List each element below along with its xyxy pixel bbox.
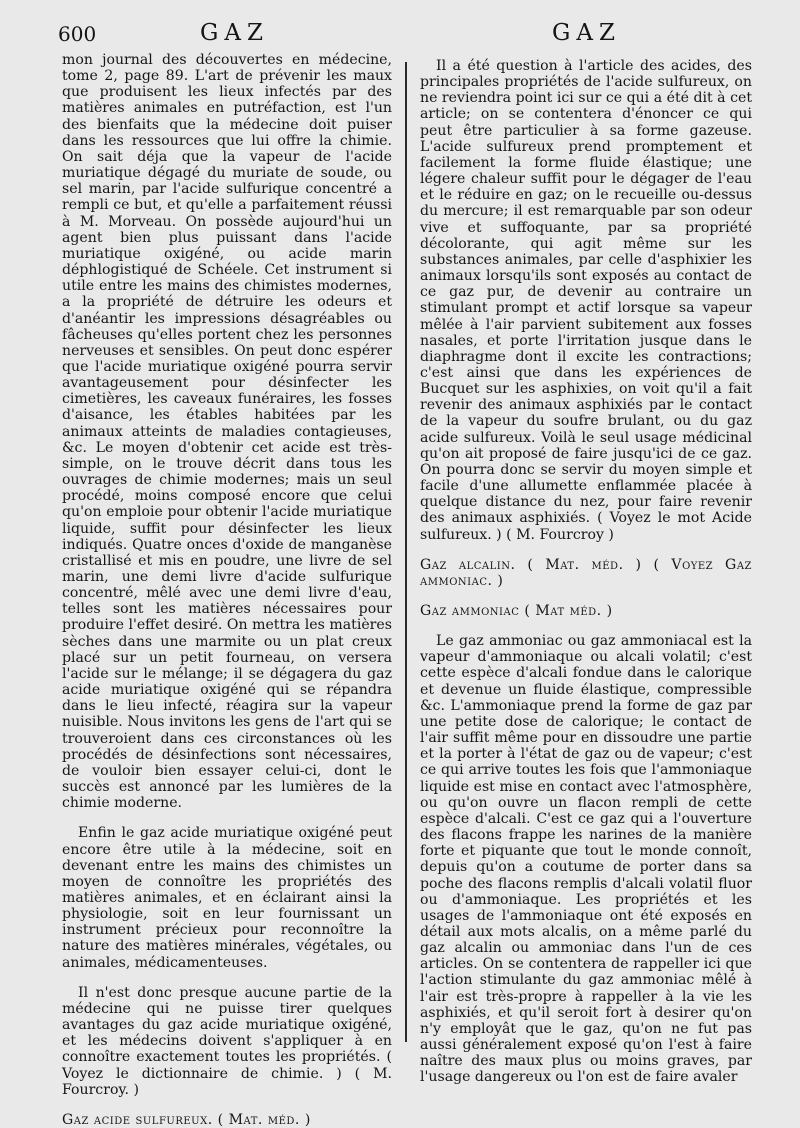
paragraph-gaz-ammoniac: Le gaz ammoniac ou gaz ammoniacal est la vapeur d'ammoniaque ou alcali volatil; c'est cette espèce d'alcali fondue dans le calorique et devenue un fluide élastique, compressible &c. L'ammoniaque prend la forme de gaz par une petite dose de calorique; le contact de l'air suffit même pour en dissoudre une partie et la porter à l'état de gaz ou de vapeur; c'est ce qui arrive toutes les fois que l'ammoniaque liquide est mise en contact avec l'atmosphère, ou qu'on ouvre un flacon rempli de cette espèce d'alcali. C'est ce gaz qui a l'ouverture des flacons frappe les narines de la manière forte et piquante que tout le monde connoît, depuis qu'on a coutume de porter dans sa poche des flacons remplis d'alcali volatil fluor ou d'ammoniaque. Les propriétés et les usages de l'ammoniaque ont été exposés en détail aux mots alcalis, on a même parlé du gaz alcalin ou ammoniac dans l'un de ces articles. On se contentera de rappeller ici que l'action stimulante du gaz ammoniac mêlé à l'air est très-propre à rappeller à la vie les asphixiés, et qu'il seroit fort à desirer qu'on n'y employât que le gaz, qu'on ne fut pas aussi généralement exposé qu'on l'est à faire naître des maux plus ou moins graves, par l'usage dangereux ou l'on est de faire avaler (420, 633, 752, 1086)
article-heading-gaz-ammoniac: Gaz ammoniac ( Mat méd. ) (420, 603, 613, 619)
right-column (420, 58, 752, 1086)
running-title-left: GAZ (200, 20, 269, 46)
page-number: 600 (58, 22, 97, 46)
column-rule (405, 62, 407, 1042)
left-column (62, 52, 392, 1128)
paragraph-conclusion: Il n'est donc presque aucune partie de la médecine qui ne puisse tirer quelques avantages du gaz acide muriatique oxigéné, et les médecins doivent s'appliquer à en connoître exactement toutes les propriétés. ( Voyez le dictionnaire de chimie. ) ( M. Fourcroy. ) (62, 984, 392, 1098)
article-heading-gaz-alcalin: Gaz alcalin. ( Mat. méd. ) ( Voyez Gaz ammoniac. ) (420, 556, 752, 589)
running-title-right: GAZ (552, 20, 621, 46)
paragraph-desinfection: mon journal des découvertes en médecine, tome 2, page 89. L'art de prévenir les maux que produisent les lieux infectés par des matières animales en putréfaction, est l'un des bienfaits que la médecine doit puiser dans les ressources que lui offre la chimie. On sait déja que la vapeur de l'acide muriatique dégagé du muriate de soude, ou sel marin, par l'acide sulfurique concentré a rempli ce but, et qu'elle a parfaitement réussi à M. Morveau. On possède aujourd'hui un agent bien plus puissant dans l'acide muriatique oxigéné, ou acide marin déphlogistiqué de Schéele. Cet instrument si utile entre les mains des chimistes modernes, a la propriété de détruire les odeurs et d'anéantir les impressions désagréables ou fâcheuses qu'elles portent chez les personnes nerveuses et sensibles. On peut donc espérer que l'acide muriatique oxigéné pourra servir avantageusement pour désinfecter les cimetières, les caveaux funéraires, les fosses d'aisance, les étables habitées par les animaux atteints de maladies contagieuses, &c. Le moyen d'obtenir cet acide est très-simple, on le trouve décrit dans tous les ouvrages de chimie modernes; mais un seul procédé, moins composé encore que celui qu'on emploie pour obtenir l'acide muriatique liquide, suffit pour désinfecter les lieux indiqués. Quatre onces d'oxide de manganèse cristallisé et mis en poudre, une livre de sel marin, une demi livre d'acide sulfurique concentré, mêlé avec une demi livre d'eau, telles sont les matières nécessaires pour produire l'effet desiré. On mettra les matières sèches dans une marmite ou un plat creux placé sur un petit fourneau, on versera l'acide sur le mélange; il se dégagera du gaz acide muriatique oxigéné qui se répandra dans le lieu infecté, réagira sur la vapeur nuisible. Nous invitons les gens de l'art qui se trouveroient dans ces circonstances où les procédés de désinfections sont nécessaires, de vouloir bien essayer celui-ci, dont le succès est annoncé par les lumières de la chimie moderne. (62, 52, 392, 812)
paragraph-acide-sulfureux: Il a été question à l'article des acides, des principales propriétés de l'acide sulfureux, on ne reviendra point ici sur ce qui a été dit à cet article; on se contentera d'énoncer ce qui peut être particulier à sa forme gazeuse. L'acide sulfureux prend promptement et facilement la forme fluide élastique; une légere chaleur suffit pour le dégager de l'eau et le réduire en gaz; on le recueille ou-dessus du mercure; il est remarquable par son odeur vive et suffoquante, par sa propriété décolorante, qui agit même sur les substances animales, par celle d'asphixier les animaux lorsqu'ils sont exposés au contact de ce gaz pur, de devenir au contraire un stimulant prompt et actif lorsque sa vapeur mêlée à l'air parvient subitement aux fosses nasales, et porte l'irritation jusque dans le diaphragme dont il excite les contractions; c'est ainsi que dans les expériences de Bucquet sur les asphixies, on voit qu'il a fait revenir des animaux asphixiés par le contact de la vapeur du soufre brulant, ou du gaz acide sulfureux. Voilà le seul usage médicinal qu'on ait proposé de faire jusqu'ici de ce gaz. On pourra donc se servir du moyen simple et facile d'une allumette enflammée placée à quelque distance du nez, pour faire revenir des animaux asphixiés. ( Voyez le mot Acide sulfureux. ) ( M. Fourcroy ) (420, 58, 752, 543)
paragraph-enfin: Enfin le gaz acide muriatique oxigéné peut encore être utile à la médecine, soit en devenant entre les mains des chimistes un moyen de connoître les propriétés des matières animales, et en éclairant ainsi la physiologie, soit en leur fournissant un instrument précieux pour reconnoître la nature des matières minérales, végétales, ou animales, médicamenteuses. (62, 825, 392, 971)
article-heading-gaz-acide-sulfureux: Gaz acide sulfureux. ( Mat. méd. ) (62, 1111, 311, 1128)
